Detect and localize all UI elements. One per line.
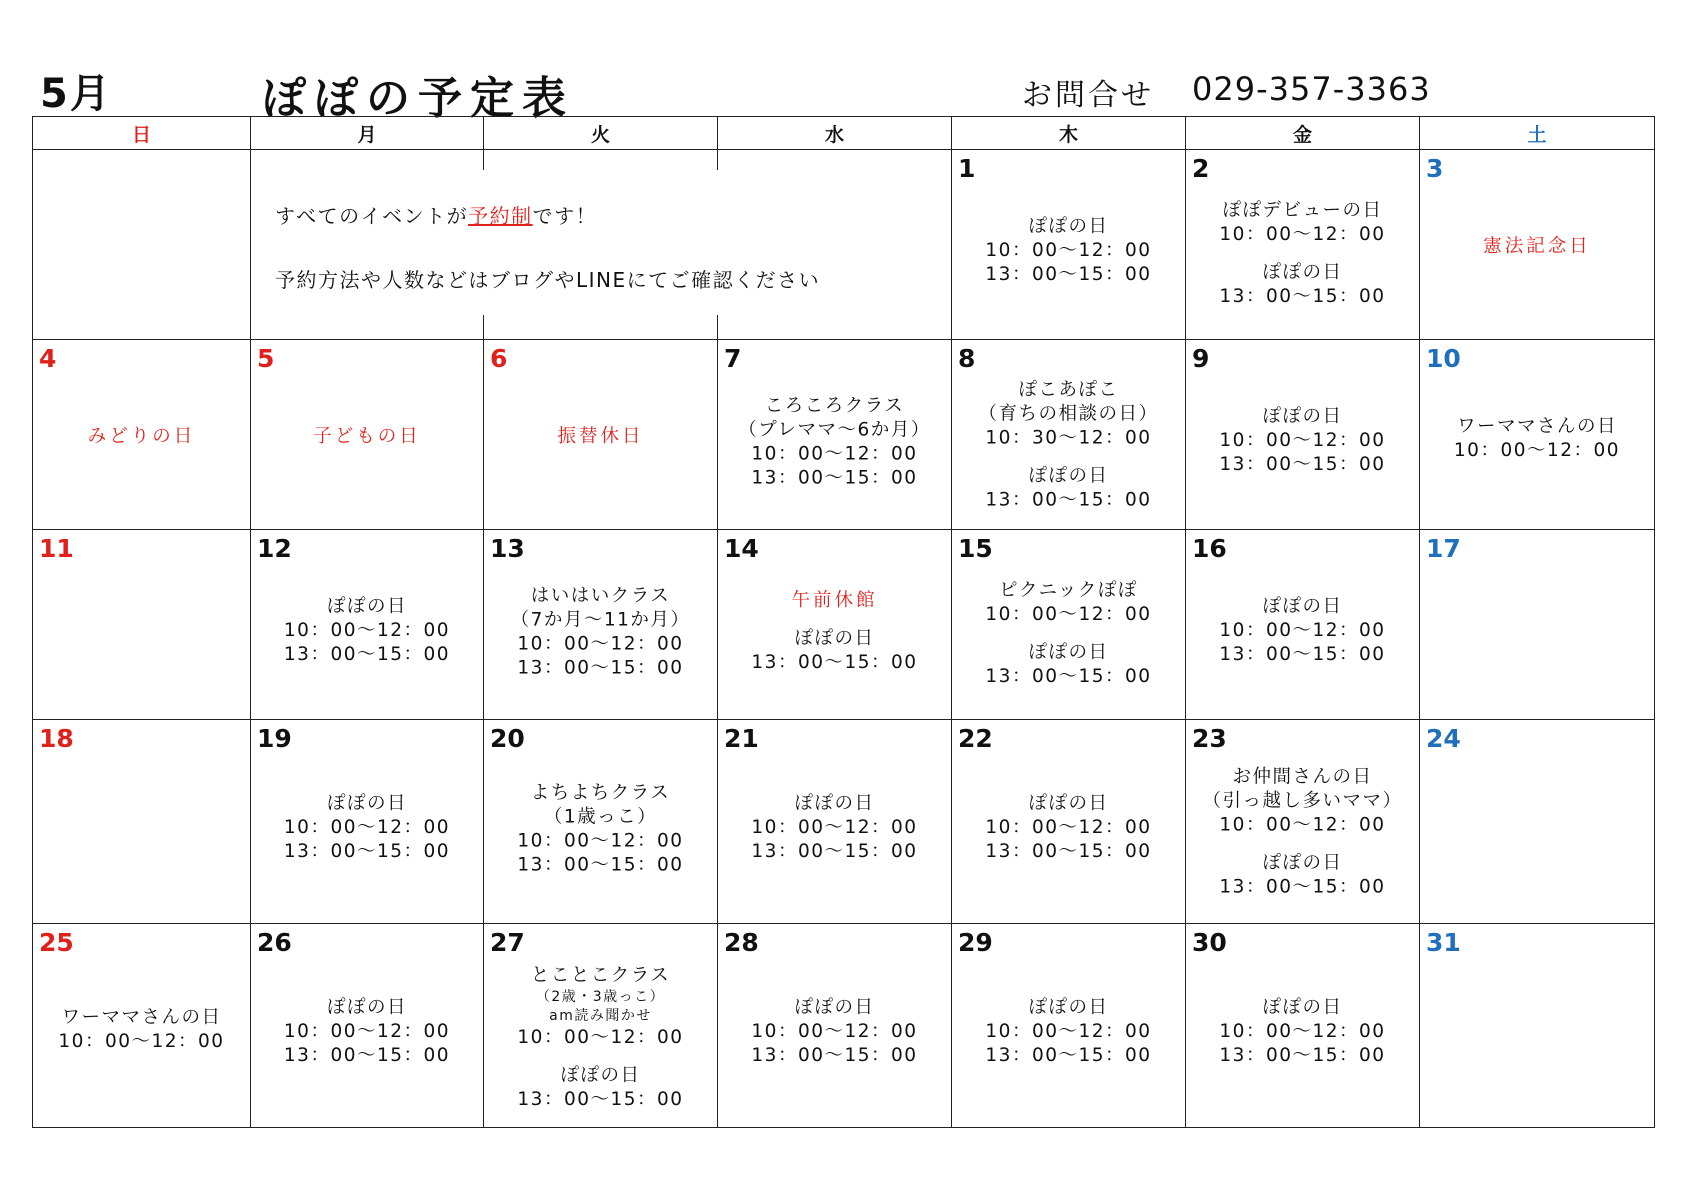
event-time: 10：00～12：00	[985, 816, 1152, 838]
event-time: 10：30～12：00	[985, 427, 1152, 449]
event-title: ぽぽの日	[1262, 405, 1343, 427]
week-row	[33, 530, 1655, 720]
event-title: ぽぽの日	[1028, 641, 1109, 663]
event-title: とことこクラス	[530, 964, 671, 986]
weekday-tue: 火	[484, 117, 718, 150]
cell-divider-tick	[717, 150, 718, 170]
cell-divider-tick	[717, 315, 718, 339]
contact-label: お問合せ	[1022, 78, 1154, 113]
day-cell	[251, 530, 484, 720]
day-cell	[33, 530, 251, 720]
event-time: 10：00～12：00	[1219, 429, 1386, 451]
day-cell	[952, 924, 1186, 1128]
event-title: ぽぽの日	[1028, 215, 1109, 237]
day-number: 3	[1426, 154, 1444, 183]
day-number: 29	[958, 928, 993, 957]
month-label: 5月	[40, 71, 112, 117]
day-number: 31	[1426, 928, 1461, 957]
day-cell	[484, 530, 718, 720]
event-time: 13：00～15：00	[283, 643, 451, 665]
event-title: ぽぽデビューの日	[1222, 199, 1383, 221]
day-cell	[484, 720, 718, 924]
weekday-sat: 土	[1420, 117, 1655, 150]
event-note: am読み聞かせ	[549, 1007, 652, 1024]
day-cell	[718, 340, 952, 530]
event-time: 10：00～12：00	[517, 1026, 684, 1048]
event-title: ワーママさんの日	[61, 1006, 222, 1028]
event-title: ぽぽの日	[794, 996, 875, 1018]
day-cell	[1186, 340, 1420, 530]
event-list	[952, 578, 1185, 688]
event-time: 13：00～15：00	[283, 840, 451, 862]
event-list	[952, 378, 1185, 512]
event-title: はいはいクラス	[530, 585, 671, 607]
event-list	[1186, 198, 1419, 308]
day-number: 15	[958, 534, 993, 563]
day-cell	[718, 530, 952, 720]
event-list	[484, 584, 717, 680]
event-note: （プレママ～6か月）	[738, 419, 931, 441]
day-number: 20	[490, 724, 525, 753]
event-list	[484, 963, 717, 1111]
day-cell	[1186, 924, 1420, 1128]
holiday-label: 振替休日	[557, 425, 644, 447]
event-list	[718, 394, 951, 490]
event-time: 10：00～12：00	[283, 1020, 451, 1042]
day-number: 4	[39, 344, 57, 373]
day-number: 23	[1192, 724, 1227, 753]
day-cell	[952, 530, 1186, 720]
event-time: 13：00～15：00	[517, 854, 684, 876]
event-time: 10：00～12：00	[283, 619, 451, 641]
event-title: ぽぽの日	[1028, 792, 1109, 814]
event-time: 10：00～12：00	[517, 830, 684, 852]
event-time: 10：00～12：00	[517, 633, 684, 655]
event-list	[251, 594, 483, 666]
event-list	[1420, 234, 1654, 258]
day-cell	[1420, 340, 1655, 530]
weekday-mon: 月	[251, 117, 484, 150]
event-title: ピクニックぽぽ	[999, 579, 1138, 601]
event-list	[1186, 594, 1419, 666]
cell-divider-tick	[483, 315, 484, 339]
event-note: （育ちの相談の日）	[978, 403, 1159, 425]
day-cell	[484, 924, 718, 1128]
day-number: 9	[1192, 344, 1210, 373]
event-note: （2歳・3歳っこ）	[535, 988, 666, 1005]
day-cell	[33, 720, 251, 924]
day-cell	[1186, 150, 1420, 340]
event-time: 10：00～12：00	[1219, 223, 1386, 245]
day-number: 24	[1426, 724, 1461, 753]
event-time: 10：00～12：00	[1219, 814, 1386, 836]
event-time: 13：00～15：00	[1219, 285, 1386, 307]
day-number: 8	[958, 344, 976, 373]
event-list	[1420, 414, 1654, 462]
event-time: 10：00～12：00	[1219, 619, 1386, 641]
event-list	[251, 995, 483, 1067]
notice-line-1	[275, 184, 820, 248]
event-time: 13：00～15：00	[283, 1044, 451, 1066]
day-cell	[33, 924, 251, 1128]
event-time: 13：00～15：00	[1219, 1044, 1386, 1066]
day-cell	[1420, 150, 1655, 340]
weekday-sun: 日	[33, 117, 251, 150]
holiday-label: 午前休館	[791, 589, 878, 611]
event-time: 10：00～12：00	[751, 1020, 918, 1042]
day-cell	[952, 340, 1186, 530]
event-title: ぽこあぽこ	[1018, 379, 1119, 401]
day-cell	[484, 340, 718, 530]
event-time: 13：00～15：00	[517, 1088, 684, 1110]
week-row	[33, 720, 1655, 924]
event-time: 10：00～12：00	[283, 816, 451, 838]
event-title: ぽぽの日	[1262, 595, 1343, 617]
day-number: 18	[39, 724, 74, 753]
day-number: 7	[724, 344, 742, 373]
day-cell	[718, 924, 952, 1128]
day-number: 21	[724, 724, 759, 753]
event-time: 13：00～15：00	[751, 840, 918, 862]
day-cell	[1420, 530, 1655, 720]
day-cell	[251, 924, 484, 1128]
day-number: 27	[490, 928, 525, 957]
event-title: ぽぽの日	[1028, 996, 1109, 1018]
event-time: 10：00～12：00	[985, 1020, 1152, 1042]
day-number: 10	[1426, 344, 1461, 373]
cell-divider-tick	[483, 150, 484, 170]
event-list	[718, 588, 951, 674]
event-title: ころころクラス	[764, 395, 905, 417]
notice-emphasis: 予約制	[468, 204, 533, 228]
event-list	[251, 791, 483, 863]
calendar-table	[32, 116, 1655, 1128]
event-time: 10：00～12：00	[751, 443, 918, 465]
day-number: 19	[257, 724, 292, 753]
event-list	[718, 995, 951, 1067]
phone-number: 029-357-3363	[1192, 70, 1431, 108]
day-number: 17	[1426, 534, 1461, 563]
event-note: （1歳っこ）	[543, 806, 658, 828]
event-note: （引っ越し多いママ）	[1202, 790, 1403, 812]
holiday-label: 子どもの日	[313, 425, 421, 447]
day-number: 30	[1192, 928, 1227, 957]
event-title: ぽぽの日	[326, 792, 407, 814]
event-time: 13：00～15：00	[985, 665, 1152, 687]
day-cell	[952, 720, 1186, 924]
day-number: 6	[490, 344, 508, 373]
notice-text	[275, 184, 820, 312]
notice-post: です！	[532, 204, 598, 228]
event-list	[484, 424, 717, 448]
event-time: 13：00～15：00	[1219, 453, 1386, 475]
day-cell	[718, 720, 952, 924]
day-cell	[1420, 924, 1655, 1128]
page-title: ぽぽの予定表	[262, 73, 574, 124]
event-time: 13：00～15：00	[751, 467, 918, 489]
day-number: 12	[257, 534, 292, 563]
event-list	[484, 781, 717, 877]
day-number: 25	[39, 928, 74, 957]
event-time: 10：00～12：00	[1219, 1020, 1386, 1042]
day-cell	[251, 720, 484, 924]
event-time: 13：00～15：00	[985, 489, 1152, 511]
event-time: 10：00～12：00	[985, 239, 1152, 261]
event-title: ぽぽの日	[794, 627, 875, 649]
notice-pre: すべてのイベントが	[275, 204, 469, 228]
weekday-thu: 木	[952, 117, 1186, 150]
event-time: 13：00～15：00	[985, 1044, 1152, 1066]
event-list	[33, 1005, 250, 1053]
event-time: 13：00～15：00	[985, 263, 1152, 285]
week-row	[33, 924, 1655, 1128]
event-time: 13：00～15：00	[751, 651, 918, 673]
event-note: （7か月～11か月）	[510, 609, 691, 631]
day-cell	[1420, 720, 1655, 924]
week-row	[33, 340, 1655, 530]
day-number: 5	[257, 344, 275, 373]
day-number: 14	[724, 534, 759, 563]
day-number: 26	[257, 928, 292, 957]
event-list	[952, 791, 1185, 863]
day-number: 1	[958, 154, 976, 183]
day-cell	[33, 340, 251, 530]
event-time: 10：00～12：00	[58, 1030, 225, 1052]
event-title: ぽぽの日	[1262, 261, 1343, 283]
event-list	[33, 424, 250, 448]
notice-cell	[251, 150, 952, 340]
weekday-fri: 金	[1186, 117, 1420, 150]
event-title: よちよちクラス	[530, 782, 671, 804]
event-title: ワーママさんの日	[1456, 415, 1617, 437]
event-time: 13：00～15：00	[517, 657, 684, 679]
event-list	[1186, 995, 1419, 1067]
event-list	[1186, 765, 1419, 899]
day-number: 13	[490, 534, 525, 563]
event-title: お仲間さんの日	[1232, 766, 1373, 788]
event-title: ぽぽの日	[560, 1064, 641, 1086]
event-list	[718, 791, 951, 863]
day-number: 11	[39, 534, 74, 563]
event-time: 13：00～15：00	[751, 1044, 918, 1066]
day-number: 28	[724, 928, 759, 957]
day-cell	[952, 150, 1186, 340]
event-list	[952, 995, 1185, 1067]
event-title: ぽぽの日	[326, 595, 407, 617]
weekday-wed: 水	[718, 117, 952, 150]
event-time: 10：00～12：00	[1453, 439, 1621, 461]
notice-line-2: 予約方法や人数などはブログやLINEにてご確認ください	[275, 268, 821, 292]
day-number: 16	[1192, 534, 1227, 563]
event-title: ぽぽの日	[1262, 996, 1343, 1018]
event-list	[952, 214, 1185, 286]
event-time: 13：00～15：00	[1219, 876, 1386, 898]
event-title: ぽぽの日	[1028, 465, 1109, 487]
event-time: 10：00～12：00	[985, 603, 1152, 625]
event-title: ぽぽの日	[326, 996, 407, 1018]
event-time: 10：00～12：00	[751, 816, 918, 838]
event-time: 13：00～15：00	[1219, 643, 1386, 665]
day-cell	[1186, 720, 1420, 924]
day-number: 22	[958, 724, 993, 753]
weekday-header-row	[33, 117, 1655, 150]
event-title: ぽぽの日	[1262, 852, 1343, 874]
event-time: 13：00～15：00	[985, 840, 1152, 862]
holiday-label: みどりの日	[87, 425, 196, 447]
holiday-label: 憲法記念日	[1483, 235, 1591, 257]
day-cell	[33, 150, 251, 340]
day-cell	[251, 340, 484, 530]
event-list	[1186, 404, 1419, 476]
day-cell	[1186, 530, 1420, 720]
day-number: 2	[1192, 154, 1210, 183]
week-row	[33, 150, 1655, 340]
event-list	[251, 424, 483, 448]
event-title: ぽぽの日	[794, 792, 875, 814]
